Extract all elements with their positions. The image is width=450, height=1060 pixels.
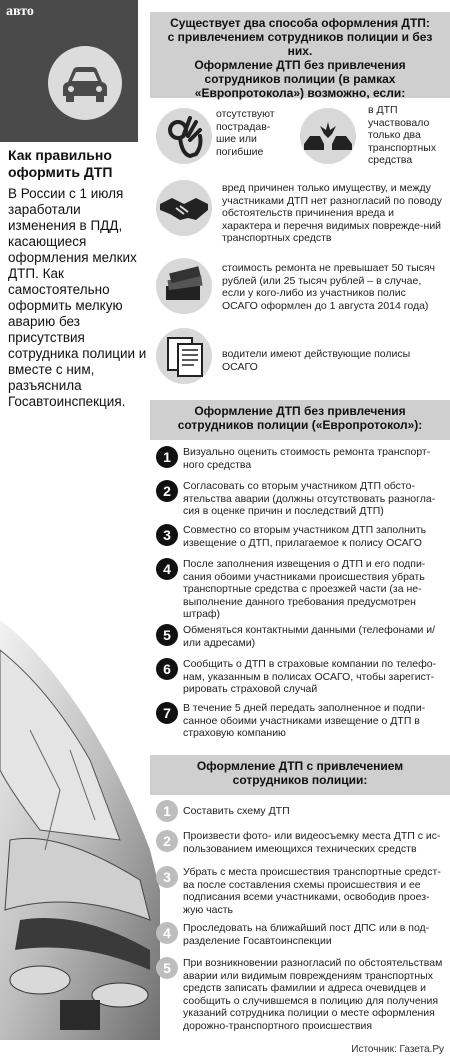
crashed-car-image	[0, 590, 160, 1040]
condition-text: стоимость ремонта не превышает 50 тысяч рублей (или 25 тысяч рублей – в случае, если у кого-либо из участников полис ОСАГО оформлен до 1 августа 2014 года)	[222, 262, 436, 312]
europrotocol-header	[150, 400, 450, 440]
step-text: После заполнения извещения о ДТП и его подпи-сания обоими участниками происшествия убрать транспортные средства с проезжей части (за не-выполнение данного требования предусмотрен штраф)	[183, 558, 426, 620]
step-text: Произвести фото- или видеосъемку места ДТП с ис-пользованием имеющихся технических средств	[183, 830, 441, 855]
step-text: Совместно со вторым участником ДТП заполнить извещение о ДТП, прилагаемое к полису ОСАГО	[183, 524, 427, 549]
ok-hand-icon	[156, 108, 212, 164]
intro-header-line: «Европротокола») возможно, если:	[194, 86, 406, 100]
condition-text: вред причинен только имуществу, и между участниками ДТП нет разногласий по поводу обстоятельств причинения вреда и характера и перечня видимых поврежде-ний транспортных средств	[222, 182, 442, 244]
condition-text: в ДТП участвовало только два транспортных средства	[368, 104, 437, 166]
step-number: 3	[156, 866, 178, 888]
step-number: 1	[156, 446, 178, 468]
intro-header-line: Существует два способа оформления ДТП:	[170, 16, 430, 30]
handshake-icon	[156, 180, 212, 236]
step-number: 5	[156, 624, 178, 646]
step-text: Сообщить о ДТП в страховые компании по телефо-нам, указанным в полисах ОСАГО, чтобы зарегист-рировать страховой случай	[183, 658, 437, 695]
step-text: Визуально оценить стоимость ремонта транспорт-ного средства	[183, 446, 431, 471]
europrotocol-header-line: Оформление ДТП без привлечения	[194, 404, 406, 418]
intro-header-line: сотрудников полиции (в рамках	[204, 72, 396, 86]
europrotocol-header-line: сотрудников полиции («Европротокол»):	[177, 418, 423, 432]
step-text: Обменяться контактными данными (телефонами и/или адресами)	[183, 624, 436, 649]
article-title: Как правильно оформить ДТП	[8, 147, 113, 180]
step-number: 5	[156, 957, 178, 979]
condition-text: отсутствуют пострадав-шие или погибшие	[216, 108, 275, 158]
step-number: 2	[156, 480, 178, 502]
documents-icon	[156, 328, 212, 384]
step-number: 1	[156, 800, 178, 822]
step-number: 4	[156, 922, 178, 944]
step-text: В течение 5 дней передать заполненное и подпи-санное обоими участниками извещение о ДТП в страховую компанию	[183, 702, 426, 739]
step-text: При возникновении разногласий по обстоятельствам аварии или видимым повреждениям транспортных средств записать фамилии и адреса очевидцев и сообщить о случившемся в полицию для получения указаний сотрудника полиции о месте оформления дорожно-транспортного происшествия	[183, 957, 443, 1032]
police-header-line: Оформление ДТП с привлечением	[196, 759, 404, 773]
step-number: 6	[156, 658, 178, 680]
step-text: Согласовать со вторым участником ДТП обсто-ятельства аварии (должны отсутствовать разногла-сия в оценке причин и последствий ДТП)	[183, 480, 436, 517]
source-credit: Источник: Газета.Ру	[351, 1044, 444, 1055]
section-tag	[0, 0, 138, 142]
car-icon	[48, 46, 122, 120]
intro-header	[150, 12, 450, 98]
step-number: 3	[156, 524, 178, 546]
step-number: 7	[156, 702, 178, 724]
step-number: 4	[156, 558, 178, 580]
step-number: 2	[156, 830, 178, 852]
step-text: Убрать с места происшествия транспортные средст-ва после составления схемы происшествия и ее подписания всеми участниками, освободив проез-жую часть	[183, 866, 441, 916]
condition-text: водители имеют действующие полисы ОСАГО	[222, 348, 411, 373]
money-icon	[156, 258, 212, 314]
left-column	[0, 0, 150, 1040]
article-lead: В России с 1 июля заработали изменения в ПДД, касающиеся оформления мелких ДТП. Как самостоятельно оформить мелкую аварию без присутствия сотрудника полиции и вместе с ним, разъяснила Госавтоинспекция.	[8, 186, 147, 409]
car-crash-icon	[300, 108, 356, 164]
police-header-line: сотрудников полиции:	[232, 773, 368, 787]
intro-header-line: с привлечением сотрудников полиции и без них.	[167, 30, 433, 58]
step-text: Проследовать на ближайший пост ДПС или в под-разделение Госавтоинспекции	[183, 922, 430, 947]
police-header	[150, 755, 450, 795]
step-text: Составить схему ДТП	[183, 805, 290, 817]
section-tag-label: авто	[6, 4, 34, 19]
intro-header-line: Оформление ДТП без привлечения	[194, 58, 406, 72]
